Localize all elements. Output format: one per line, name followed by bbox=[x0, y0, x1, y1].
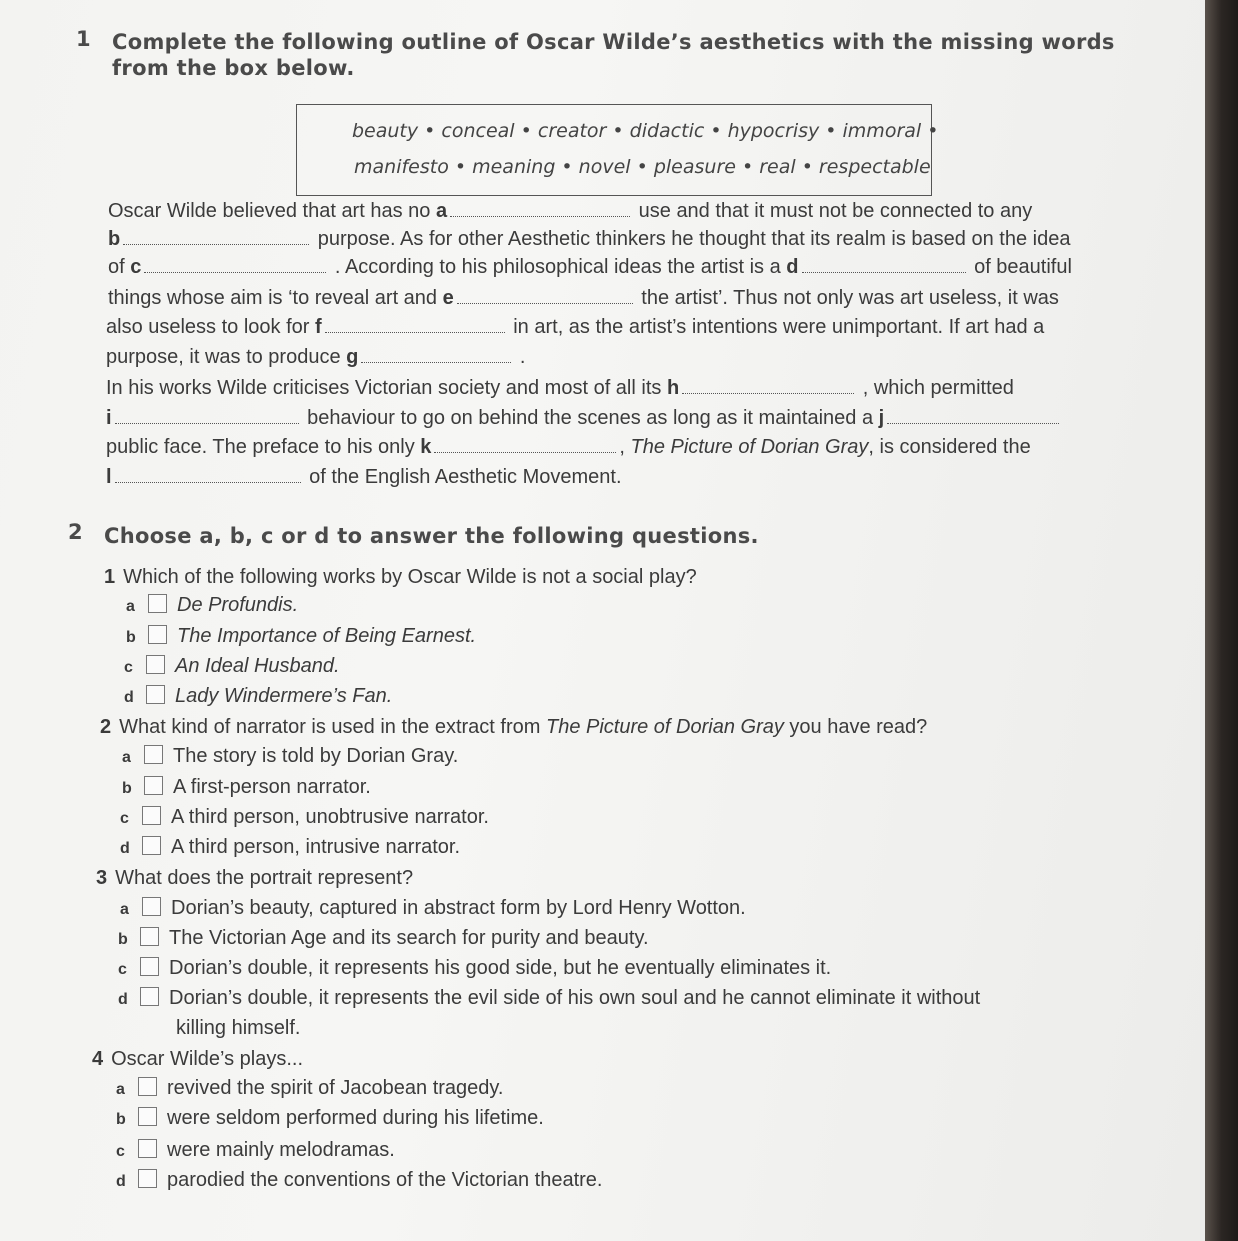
gap-d[interactable] bbox=[802, 258, 966, 273]
q1-option-a[interactable] bbox=[126, 594, 298, 617]
line-text: In his works Wilde criticises Victorian society and most of all its bbox=[106, 377, 667, 399]
q4-option-b[interactable] bbox=[116, 1107, 544, 1130]
outline-line-1 bbox=[108, 200, 1032, 223]
question-1 bbox=[104, 566, 697, 589]
gap-a[interactable] bbox=[450, 202, 630, 217]
gap-g[interactable] bbox=[361, 348, 511, 363]
checkbox[interactable] bbox=[142, 897, 161, 916]
option-letter: b bbox=[122, 780, 132, 797]
q4-option-d[interactable] bbox=[116, 1169, 602, 1192]
option-letter: c bbox=[124, 659, 133, 676]
exercise-2-heading: Choose a, b, c or d to answer the following questions. bbox=[104, 524, 759, 548]
option-letter: d bbox=[118, 991, 128, 1008]
line-text: use and that it must not be connected to any bbox=[633, 200, 1033, 222]
option-letter: a bbox=[126, 598, 135, 615]
gap-letter-j: j bbox=[878, 407, 885, 429]
line-text: of beautiful bbox=[968, 256, 1072, 278]
option-text: Dorian’s beauty, captured in abstract form by Lord Henry Wotton. bbox=[171, 897, 746, 919]
option-letter: c bbox=[118, 961, 127, 978]
option-text: De Profundis. bbox=[177, 594, 299, 616]
line-text: of bbox=[108, 256, 131, 278]
outline-line-4 bbox=[108, 287, 1059, 310]
gap-b[interactable] bbox=[123, 230, 309, 245]
gap-f[interactable] bbox=[325, 318, 505, 333]
checkbox[interactable] bbox=[140, 927, 159, 946]
q2-option-c[interactable] bbox=[120, 806, 489, 829]
option-text: Dorian’s double, it represents his good side, but he eventually eliminates it. bbox=[169, 957, 832, 979]
outline-line-2 bbox=[108, 228, 1070, 251]
checkbox[interactable] bbox=[142, 806, 161, 825]
option-letter: b bbox=[116, 1111, 126, 1128]
option-text: A first-person narrator. bbox=[173, 776, 371, 798]
option-text: An Ideal Husband. bbox=[175, 655, 340, 677]
line-text: . bbox=[514, 346, 526, 368]
question-4 bbox=[92, 1048, 303, 1071]
checkbox[interactable] bbox=[138, 1107, 157, 1126]
option-text: were mainly melodramas. bbox=[167, 1139, 395, 1161]
exercise-1-heading-line1: Complete the following outline of Oscar Wilde’s aesthetics with the missing words bbox=[112, 30, 1115, 54]
line-text: in art, as the artist’s intentions were unimportant. If art had a bbox=[507, 316, 1045, 338]
line-text: of the English Aesthetic Movement. bbox=[303, 466, 622, 488]
checkbox[interactable] bbox=[144, 745, 163, 764]
option-letter: c bbox=[120, 810, 129, 827]
line-text: things whose aim is ‘to reveal art and bbox=[108, 287, 443, 309]
gap-h[interactable] bbox=[682, 379, 854, 394]
checkbox[interactable] bbox=[138, 1077, 157, 1096]
gap-i[interactable] bbox=[115, 409, 299, 424]
option-text: parodied the conventions of the Victorian theatre. bbox=[167, 1169, 603, 1191]
checkbox[interactable] bbox=[146, 655, 165, 674]
option-letter: b bbox=[126, 629, 136, 646]
checkbox[interactable] bbox=[144, 776, 163, 795]
option-text: The story is told by Dorian Gray. bbox=[173, 745, 459, 767]
exercise-2-number: 2 bbox=[68, 520, 83, 544]
line-text: . According to his philosophical ideas the artist is a bbox=[329, 256, 787, 278]
gap-letter-i: i bbox=[106, 407, 112, 429]
gap-k[interactable] bbox=[434, 438, 616, 453]
q1-option-c[interactable] bbox=[124, 655, 340, 678]
question-number: 1 bbox=[104, 566, 116, 588]
question-3 bbox=[96, 867, 413, 890]
question-number: 3 bbox=[96, 867, 108, 889]
outline-line-9 bbox=[106, 436, 1031, 459]
line-text: purpose. As for other Aesthetic thinkers he thought that its realm is based on the idea bbox=[312, 228, 1071, 250]
background-edge bbox=[1205, 0, 1238, 1241]
gap-letter-b: b bbox=[108, 228, 121, 250]
checkbox[interactable] bbox=[138, 1139, 157, 1158]
option-text: were seldom performed during his lifetime. bbox=[167, 1107, 544, 1129]
checkbox[interactable] bbox=[148, 625, 167, 644]
option-text: revived the spirit of Jacobean tragedy. bbox=[167, 1077, 504, 1099]
exercise-1-number: 1 bbox=[76, 27, 91, 51]
outline-line-5 bbox=[106, 316, 1044, 339]
q1-option-d[interactable] bbox=[124, 685, 392, 708]
question-text: you have read? bbox=[783, 716, 928, 738]
gap-letter-k: k bbox=[420, 436, 432, 458]
checkbox[interactable] bbox=[146, 685, 165, 704]
option-letter: a bbox=[116, 1081, 125, 1098]
question-text: Which of the following works by Oscar Wilde is not a social play? bbox=[123, 566, 697, 588]
novel-title: The Picture of Dorian Gray bbox=[630, 436, 869, 458]
option-letter: a bbox=[120, 901, 129, 918]
outline-line-7 bbox=[106, 377, 1014, 400]
line-text: Oscar Wilde believed that art has no bbox=[108, 200, 436, 222]
gap-l[interactable] bbox=[115, 468, 301, 483]
option-text: The Victorian Age and its search for purity and beauty. bbox=[169, 927, 649, 949]
line-text: the artist’. Thus not only was art useless, it was bbox=[635, 287, 1059, 309]
gap-j[interactable] bbox=[887, 409, 1059, 424]
gap-e[interactable] bbox=[457, 289, 633, 304]
outline-line-3 bbox=[108, 256, 1072, 279]
line-text: purpose, it was to produce bbox=[106, 346, 347, 368]
word-box-line1: beauty • conceal • creator • didactic • hypocrisy • immoral • bbox=[352, 120, 939, 142]
outline-line-6 bbox=[106, 346, 525, 369]
outline-line-8 bbox=[106, 407, 1062, 430]
question-number: 4 bbox=[92, 1048, 104, 1070]
question-2 bbox=[100, 716, 927, 739]
checkbox[interactable] bbox=[142, 836, 161, 855]
checkbox[interactable] bbox=[138, 1169, 157, 1188]
word-box-line2: manifesto • meaning • novel • pleasure • real • respectable bbox=[354, 156, 931, 178]
option-letter: d bbox=[120, 840, 130, 857]
line-text: public face. The preface to his only bbox=[106, 436, 421, 458]
option-letter: d bbox=[124, 689, 134, 706]
option-text: Dorian’s double, it represents the evil side of his own soul and he cannot eliminate it without bbox=[169, 987, 981, 1009]
q4-option-c[interactable] bbox=[116, 1139, 395, 1162]
gap-letter-a: a bbox=[435, 200, 448, 222]
line-text: , is considered the bbox=[868, 436, 1031, 458]
option-letter: c bbox=[116, 1143, 125, 1160]
checkbox[interactable] bbox=[148, 594, 167, 613]
gap-letter-g: g bbox=[346, 346, 359, 368]
q3-option-c[interactable] bbox=[118, 957, 831, 980]
question-text-title: The Picture of Dorian Gray bbox=[545, 716, 784, 738]
question-text: What does the portrait represent? bbox=[115, 867, 414, 889]
checkbox[interactable] bbox=[140, 987, 159, 1006]
option-letter: b bbox=[118, 931, 128, 948]
outline-line-10 bbox=[106, 466, 622, 489]
question-text: What kind of narrator is used in the extract from bbox=[119, 716, 546, 738]
question-text: Oscar Wilde’s plays... bbox=[111, 1048, 304, 1070]
q3-option-a[interactable] bbox=[120, 897, 746, 920]
option-text: A third person, unobtrusive narrator. bbox=[171, 806, 489, 828]
word-box bbox=[296, 104, 932, 196]
line-text: behaviour to go on behind the scenes as long as it maintained a bbox=[301, 407, 879, 429]
option-letter: a bbox=[122, 749, 131, 766]
checkbox[interactable] bbox=[140, 957, 159, 976]
gap-letter-f: f bbox=[315, 316, 322, 338]
option-text: A third person, intrusive narrator. bbox=[171, 836, 461, 858]
q4-option-a[interactable] bbox=[116, 1077, 503, 1100]
gap-c[interactable] bbox=[144, 258, 326, 273]
q2-option-a[interactable] bbox=[122, 745, 458, 768]
option-letter: d bbox=[116, 1173, 126, 1190]
question-number: 2 bbox=[100, 716, 112, 738]
q3-option-b[interactable] bbox=[118, 927, 649, 950]
gap-letter-e: e bbox=[442, 287, 454, 309]
line-text: also useless to look for bbox=[106, 316, 315, 338]
option-text: Lady Windermere’s Fan. bbox=[175, 685, 393, 707]
gap-letter-l: l bbox=[106, 466, 112, 488]
option-text: The Importance of Being Earnest. bbox=[177, 625, 477, 647]
line-text: , bbox=[619, 436, 631, 458]
q3-option-d-continued: killing himself. bbox=[176, 1017, 301, 1039]
q3-option-d[interactable] bbox=[118, 987, 980, 1010]
q2-option-d[interactable] bbox=[120, 836, 460, 859]
q2-option-b[interactable] bbox=[122, 776, 371, 799]
exercise-1-heading-line2: from the box below. bbox=[112, 56, 355, 80]
gap-letter-h: h bbox=[666, 377, 680, 399]
line-text: , which permitted bbox=[857, 377, 1014, 399]
gap-letter-d: d bbox=[786, 256, 799, 278]
q1-option-b[interactable] bbox=[126, 625, 476, 648]
gap-letter-c: c bbox=[130, 256, 142, 278]
